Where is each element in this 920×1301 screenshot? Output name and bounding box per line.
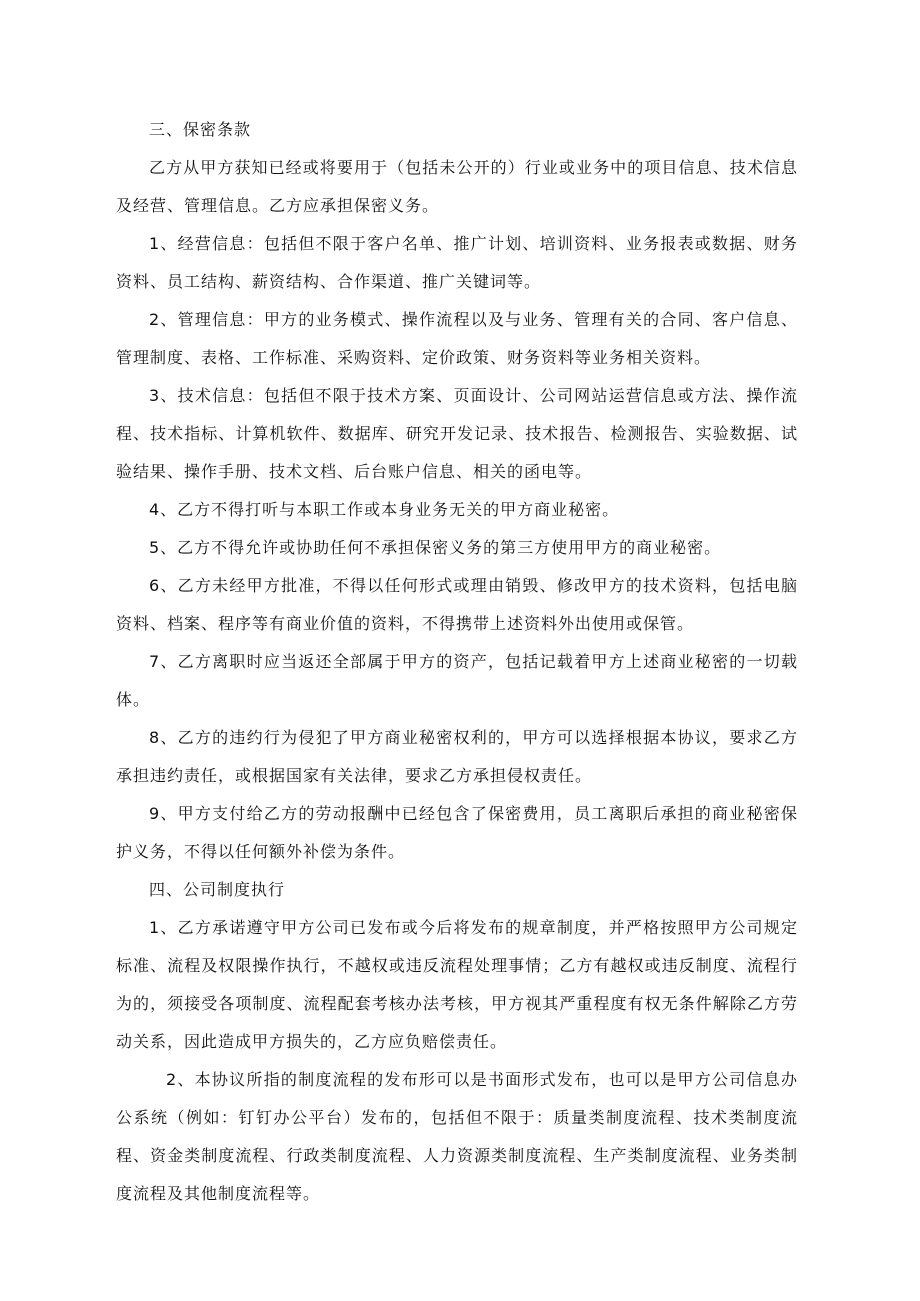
paragraph-rules-item-1: 1、乙方承诺遵守甲方公司已发布或今后将发布的规章制度，并严格按照甲方公司规定标准、流程及权限操作执行，不越权或违反流程处理事情；乙方有越权或违反制度、流程行为的，须接受各项制度、流程配套考核办法考核，甲方视其严重程度有权无条件解除乙方劳动关系，因此造成甲方损失的，乙方应负赔偿责任。 bbox=[116, 918, 798, 1051]
paragraph-item-9: 9、甲方支付给乙方的劳动报酬中已经包含了保密费用，员工离职后承担的商业秘密保护义务，不得以任何额外补偿为条件。 bbox=[116, 804, 798, 861]
paragraph-item-8: 8、乙方的违约行为侵犯了甲方商业秘密权利的，甲方可以选择根据本协议，要求乙方承担违约责任，或根据国家有关法律，要求乙方承担侵权责任。 bbox=[116, 728, 798, 785]
paragraph-item-7: 7、乙方离职时应当返还全部属于甲方的资产，包括记载着甲方上述商业秘密的一切载体。 bbox=[116, 652, 798, 709]
paragraph-item-4: 4、乙方不得打听与本职工作或本身业务无关的甲方商业秘密。 bbox=[149, 500, 620, 519]
paragraph-rules-item-2: 2、本协议所指的制度流程的发布形可以是书面形式发布，也可以是甲方公司信息办公系统（例如：钉钉办公平台）发布的，包括但不限于：质量类制度流程、技术类制度流程、资金类制度流程、行政类制度流程、人力资源类制度流程、生产类制度流程、业务类制度流程及其他制度流程等。 bbox=[116, 1070, 798, 1203]
paragraph-item-5: 5、乙方不得允许或协助任何不承担保密义务的第三方使用甲方的商业秘密。 bbox=[149, 538, 722, 557]
section-heading-company-rules: 四、公司制度执行 bbox=[149, 880, 286, 899]
section-heading-confidentiality: 三、保密条款 bbox=[149, 120, 252, 139]
paragraph-item-1: 1、经营信息：包括但不限于客户名单、推广计划、培训资料、业务报表或数据、财务资料、员工结构、薪资结构、合作渠道、推广关键词等。 bbox=[116, 234, 798, 291]
paragraph-item-2: 2、管理信息：甲方的业务模式、操作流程以及与业务、管理有关的合同、客户信息、管理制度、表格、工作标准、采购资料、定价政策、财务资料等业务相关资料。 bbox=[116, 310, 798, 367]
paragraph-confidentiality-intro: 乙方从甲方获知已经或将要用于（包括未公开的）行业或业务中的项目信息、技术信息及经营、管理信息。乙方应承担保密义务。 bbox=[116, 158, 798, 215]
paragraph-item-3: 3、技术信息：包括但不限于技术方案、页面设计、公司网站运营信息或方法、操作流程、技术指标、计算机软件、数据库、研究开发记录、技术报告、检测报告、实验数据、试验结果、操作手册、技术文档、后台账户信息、相关的函电等。 bbox=[116, 386, 798, 481]
document-body bbox=[116, 111, 798, 1213]
paragraph-item-6: 6、乙方未经甲方批准，不得以任何形式或理由销毁、修改甲方的技术资料，包括电脑资料、档案、程序等有商业价值的资料，不得携带上述资料外出使用或保管。 bbox=[116, 576, 798, 633]
